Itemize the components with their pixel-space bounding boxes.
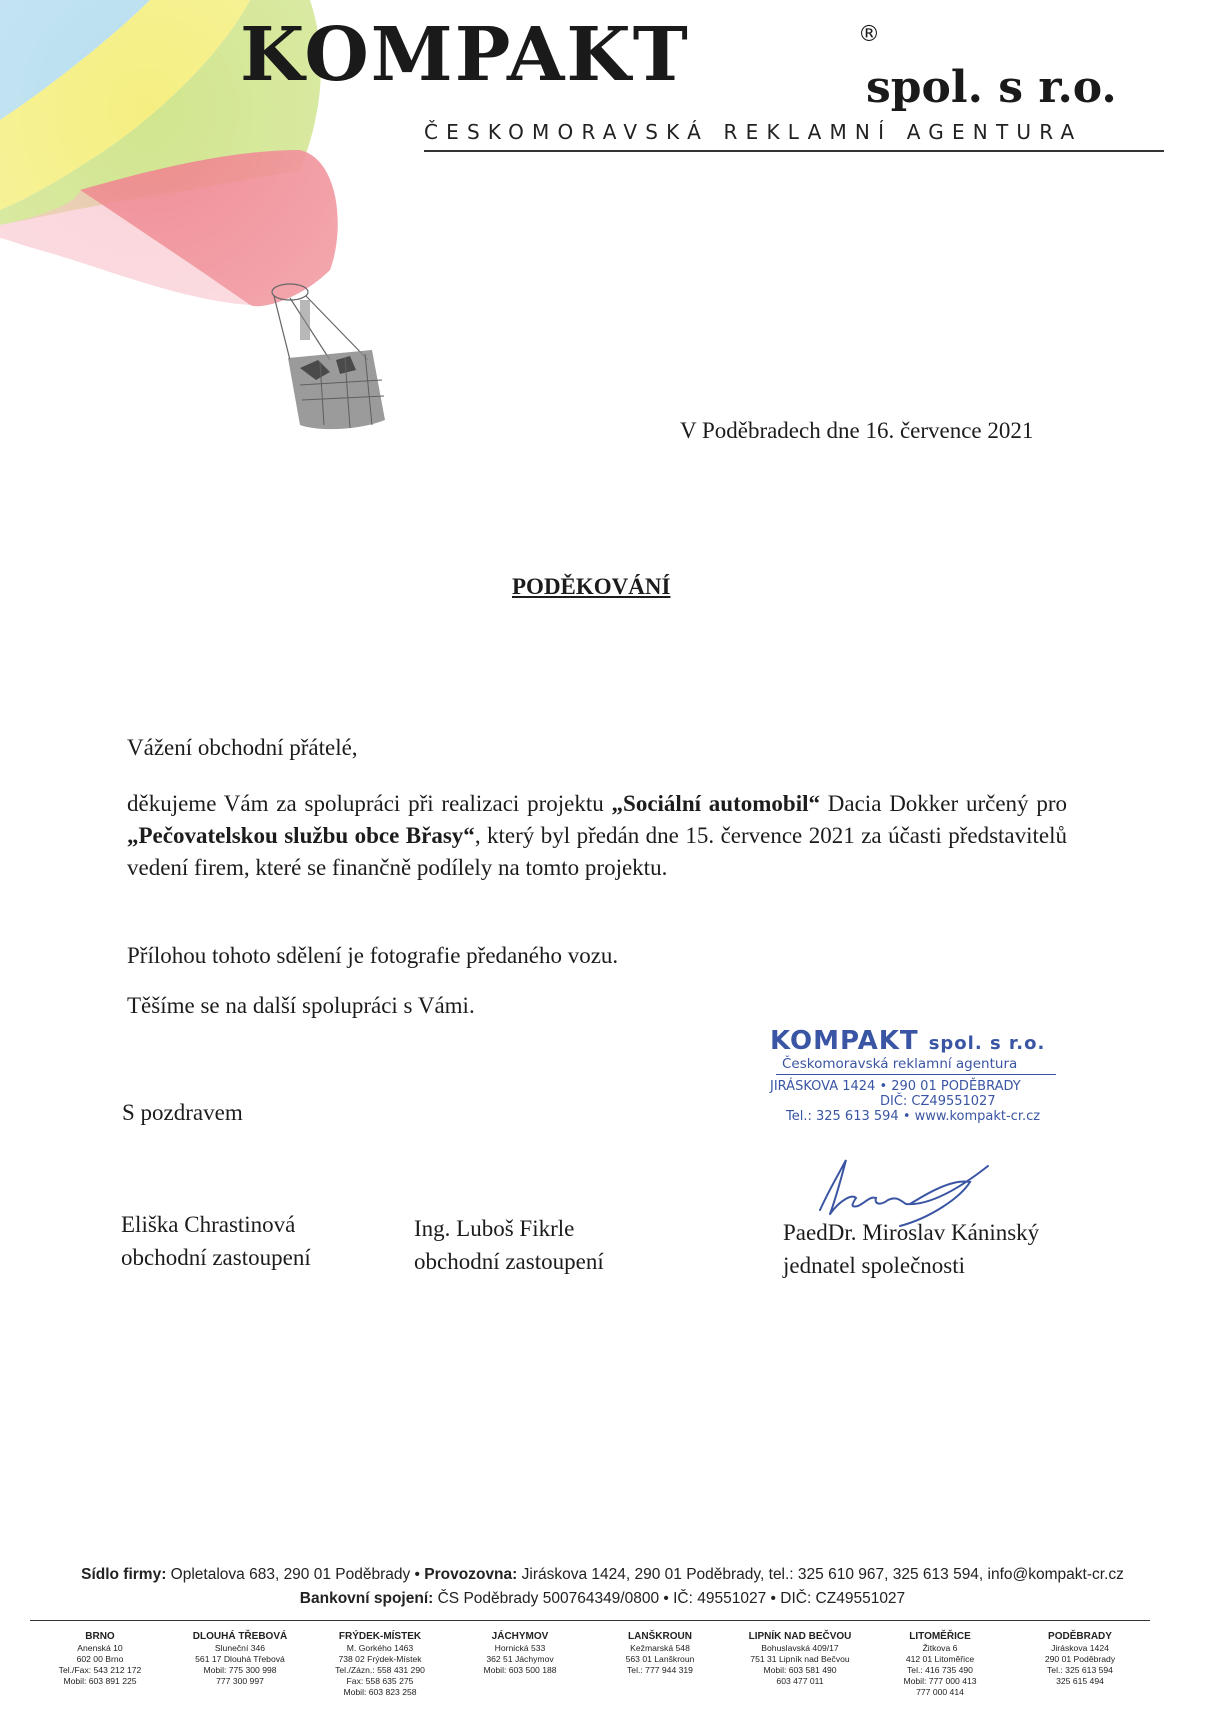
branch-lanskroun bbox=[590, 1630, 730, 1698]
branch-line: M. Gorkého 1463 bbox=[346, 1643, 414, 1653]
branch-line: 561 17 Dlouhá Třebová bbox=[195, 1654, 285, 1664]
footer-addresses bbox=[0, 1566, 1205, 1584]
branch-line: Fax: 558 635 275 bbox=[346, 1676, 414, 1686]
branch-line: 777 000 414 bbox=[916, 1687, 964, 1697]
branch-line: Tel.: 416 735 490 bbox=[907, 1665, 973, 1675]
stamp-dic: DIČ: CZ49551027 bbox=[880, 1094, 996, 1109]
branch-name: PODĚBRADY bbox=[1048, 1631, 1112, 1642]
branch-line: Mobil: 603 891 225 bbox=[63, 1676, 137, 1686]
branch-line: Mobil: 603 823 258 bbox=[343, 1687, 417, 1697]
branch-line: Tel./Zázn.: 558 431 290 bbox=[335, 1665, 425, 1675]
branch-brno bbox=[30, 1630, 170, 1698]
branch-line: Mobil: 603 500 188 bbox=[483, 1665, 557, 1675]
letter-paragraph-1 bbox=[127, 788, 1067, 884]
branch-line: 290 01 Poděbrady bbox=[1044, 1654, 1116, 1664]
stamp-logo bbox=[770, 1026, 1070, 1056]
signatory-name: Ing. Luboš Fikrle bbox=[414, 1216, 575, 1241]
bank-label: Bankovní spojení: bbox=[299, 1590, 434, 1607]
letter-paragraph-2: Přílohou tohoto sdělení je fotografie předaného vozu. bbox=[127, 943, 619, 968]
branch-lipnik-nad-becvou bbox=[730, 1630, 870, 1698]
stamp-subtitle: Českomoravská reklamní agentura bbox=[782, 1056, 1018, 1072]
signatory-2 bbox=[414, 1212, 604, 1278]
branch-line: 738 02 Frýdek-Místek bbox=[338, 1654, 422, 1664]
recipient-service: „Pečovatelskou službu obce Břasy“ bbox=[127, 823, 475, 848]
branch-line: 325 615 494 bbox=[1056, 1676, 1104, 1686]
letter-date: V Poděbradech dne 16. července 2021 bbox=[680, 418, 1034, 443]
signatory-3 bbox=[783, 1216, 1039, 1282]
company-stamp bbox=[770, 1026, 1070, 1124]
branch-offices bbox=[30, 1630, 1150, 1698]
branch-litomerice bbox=[870, 1630, 1010, 1698]
signatory-name: PaedDr. Miroslav Káninský bbox=[783, 1220, 1040, 1245]
operations-address: Jiráskova 1424, 290 01 Poděbrady, tel.: 325 610 967, 325 613 594, info@kompakt-cr.cz bbox=[517, 1566, 1124, 1583]
branch-line: 602 00 Brno bbox=[76, 1654, 124, 1664]
branch-line: Žitkova 6 bbox=[922, 1643, 958, 1653]
branch-name: DLOUHÁ TŘEBOVÁ bbox=[192, 1631, 288, 1642]
stamp-contact: Tel.: 325 613 594 • www.kompakt-cr.cz bbox=[786, 1109, 1041, 1124]
branch-name: BRNO bbox=[85, 1631, 115, 1642]
branch-jachymov bbox=[450, 1630, 590, 1698]
signatory-role: obchodní zastoupení bbox=[121, 1245, 311, 1270]
branch-line: Kežmarská 548 bbox=[630, 1643, 690, 1653]
company-tagline: ČESKOMORAVSKÁ REKLAMNÍ AGENTURA bbox=[424, 120, 1083, 144]
letter-closing: S pozdravem bbox=[122, 1100, 243, 1125]
stamp-suffix: spol. s r.o. bbox=[928, 1033, 1046, 1054]
branch-line: 603 477 011 bbox=[776, 1676, 824, 1686]
branch-line: 362 51 Jáchymov bbox=[486, 1654, 554, 1664]
branch-line: Hornická 533 bbox=[494, 1643, 546, 1653]
stamp-address: JIRÁSKOVA 1424 • 290 01 PODĚBRADY bbox=[770, 1079, 1021, 1094]
branch-name: FRÝDEK-MÍSTEK bbox=[338, 1631, 422, 1642]
branch-line: Tel.: 325 613 594 bbox=[1047, 1665, 1113, 1675]
project-name: „Sociální automobil“ bbox=[611, 791, 820, 816]
branch-line: Mobil: 777 000 413 bbox=[903, 1676, 977, 1686]
letter-paragraph-3: Těšíme se na další spolupráci s Vámi. bbox=[127, 993, 475, 1018]
branch-name: LIPNÍK NAD BEČVOU bbox=[748, 1631, 852, 1642]
letter-greeting: Vážení obchodní přátelé, bbox=[127, 735, 358, 760]
branch-name: LITOMĚŘICE bbox=[909, 1631, 971, 1642]
branch-line: Jiráskova 1424 bbox=[1051, 1643, 1109, 1653]
stamp-company: KOMPAKT bbox=[770, 1026, 919, 1056]
branch-line: Mobil: 603 581 490 bbox=[763, 1665, 837, 1675]
letter-title: PODĚKOVÁNÍ bbox=[512, 574, 671, 599]
seat-address: Opletalova 683, 290 01 Poděbrady • bbox=[166, 1566, 425, 1583]
p1-text-a: děkujeme Vám za spolupráci při realizaci projektu bbox=[127, 791, 612, 816]
header-divider bbox=[424, 150, 1164, 152]
branch-line: Sluneční 346 bbox=[214, 1643, 266, 1653]
signatory-1 bbox=[121, 1208, 311, 1274]
seat-label: Sídlo firmy: bbox=[81, 1566, 167, 1583]
registered-trademark: ® bbox=[858, 22, 880, 47]
branch-line: 777 300 997 bbox=[216, 1676, 264, 1686]
signatory-name: Eliška Chrastinová bbox=[121, 1212, 296, 1237]
branch-line: 751 31 Lipník nad Bečvou bbox=[750, 1654, 850, 1664]
footer-divider bbox=[30, 1620, 1150, 1621]
branch-line: 563 01 Lanškroun bbox=[625, 1654, 695, 1664]
bank-details: ČS Poděbrady 500764349/0800 • IČ: 49551027 • DIČ: CZ49551027 bbox=[433, 1590, 906, 1607]
branch-name: LANŠKROUN bbox=[628, 1631, 692, 1642]
branch-name: JÁCHYMOV bbox=[491, 1631, 549, 1642]
operations-label: Provozovna: bbox=[424, 1566, 518, 1583]
branch-line: Tel./Fax: 543 212 172 bbox=[58, 1665, 142, 1675]
company-legal-suffix: spol. s r.o. bbox=[866, 62, 1117, 113]
footer-bank bbox=[0, 1590, 1205, 1608]
stamp-divider bbox=[776, 1074, 1056, 1075]
branch-line: Mobil: 775 300 998 bbox=[203, 1665, 277, 1675]
branch-line: Bohuslavská 409/17 bbox=[761, 1643, 839, 1653]
branch-frydek-mistek bbox=[310, 1630, 450, 1698]
branch-podebrady bbox=[1010, 1630, 1150, 1698]
branch-dlouha-trebova bbox=[170, 1630, 310, 1698]
company-logo-name: KOMPAKT bbox=[240, 12, 690, 98]
signatory-role: jednatel společnosti bbox=[783, 1253, 966, 1278]
p1-text-c: Dacia Dokker určený pro bbox=[819, 791, 1067, 816]
signatory-role: obchodní zastoupení bbox=[414, 1249, 604, 1274]
branch-line: Anenská 10 bbox=[77, 1643, 123, 1653]
branch-line: 412 01 Litoměřice bbox=[905, 1654, 975, 1664]
p1-text-e: , který byl předán dne 15. července 2021 za účasti představitelů vedení firem, které se finančně podílely na tomto projektu. bbox=[127, 823, 1068, 880]
branch-line: Tel.: 777 944 319 bbox=[627, 1665, 693, 1675]
